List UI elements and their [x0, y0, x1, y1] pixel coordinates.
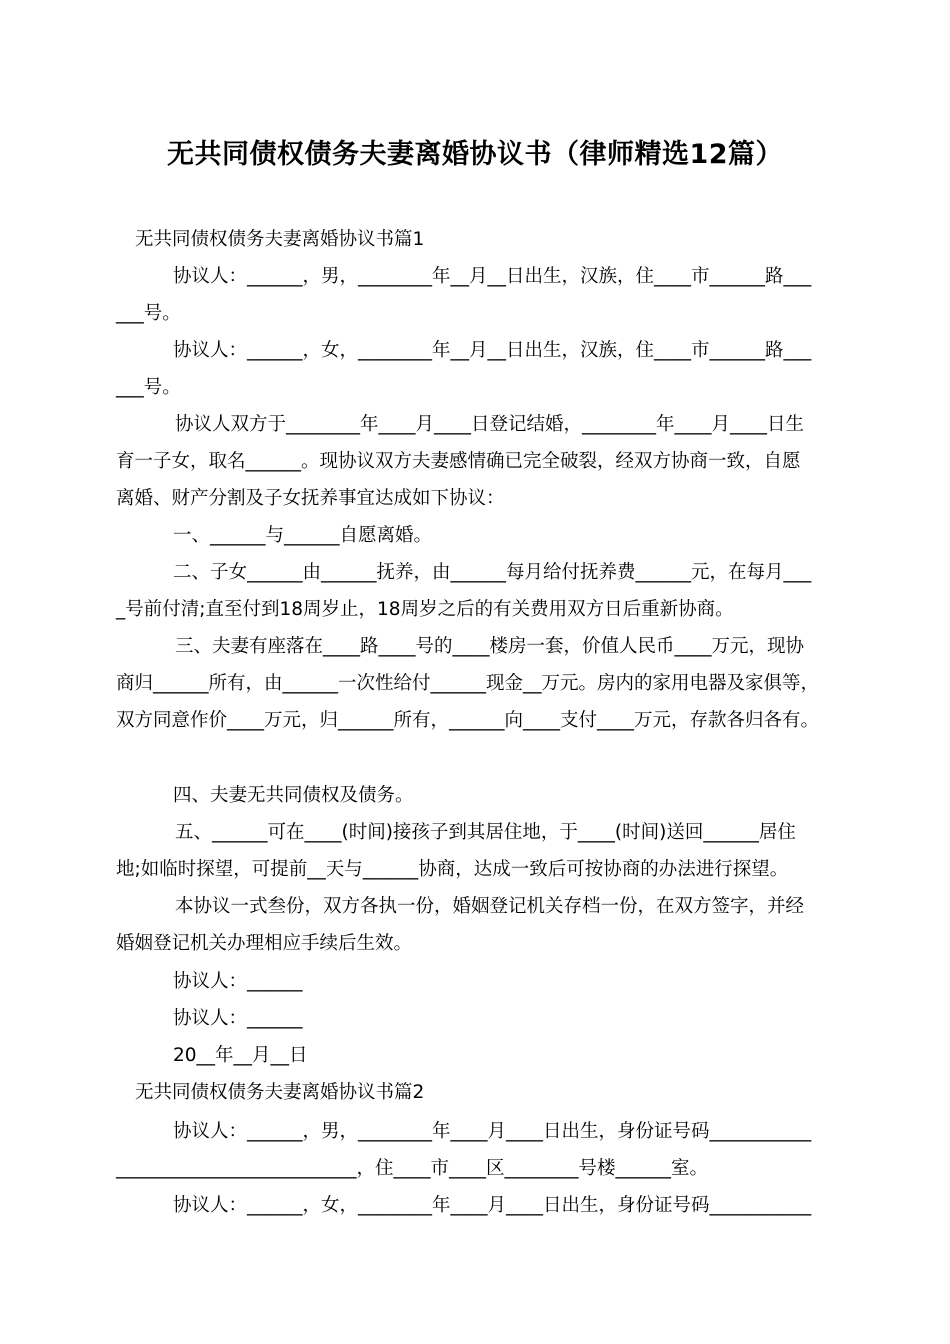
party-line-female: 协议人：______，女，________年__月__日出生，汉族，住____市______路___	[173, 340, 812, 361]
party-line-female: 协议人：______，女，________年____月____日出生，身份证号码___________	[173, 1195, 812, 1216]
party-line-male: 协议人：______，男，________年____月____日出生，身份证号码___________	[173, 1121, 812, 1142]
document-title: 无共同债权债务夫妻离婚协议书（律师精选12篇）	[166, 139, 784, 170]
party-line-male: 协议人：______，男，________年__月__日出生，汉族，住____市______路___	[173, 266, 812, 287]
party-line-female-cont: ___号。	[116, 377, 181, 398]
date-line: 20__年__月__日	[173, 1045, 308, 1066]
clause-5: 五、______可在____(时间)接孩子到其居住地，于____(时间)送回______居住	[175, 822, 796, 843]
party-line-male-cont: __________________________，住____市____区________号楼______室。	[116, 1158, 709, 1179]
clause-5-cont: 地;如临时探望，可提前__天与______协商，达成一致后可按协商的办法进行探望。	[116, 859, 789, 880]
signature-line: 协议人：______	[173, 1008, 303, 1029]
clause-1: 一、______与______自愿离婚。	[173, 525, 433, 546]
paragraph-line: 离婚、财产分割及子女抚养事宜达成如下协议：	[116, 488, 505, 509]
clause-4: 四、夫妻无共同债权及债务。	[173, 785, 414, 806]
closing-paragraph-cont: 婚姻登记机关办理相应手续后生效。	[116, 933, 413, 954]
clause-3: 三、夫妻有座落在____路____号的____楼房一套，价值人民币____万元，现协	[175, 636, 805, 657]
signature-line: 协议人：______	[173, 971, 303, 992]
paragraph-line: 育一子女，取名______。现协议双方夫妻感情确已完全破裂，经双方协商一致，自愿	[116, 451, 801, 472]
section-heading-2: 无共同债权债务夫妻离婚协议书篇2	[135, 1082, 425, 1103]
clause-3-cont: 双方同意作价____万元，归______所有，______向____支付____万元，存款各归各有。	[116, 710, 820, 731]
paragraph-line: 协议人双方于________年____月____日登记结婚，________年____月____日生	[175, 414, 805, 435]
closing-paragraph: 本协议一式叁份，双方各执一份，婚姻登记机关存档一份，在双方签字，并经	[175, 896, 805, 917]
clause-2: 二、子女______由______抚养，由______每月给付抚养费______元，在每月___	[173, 562, 812, 583]
clause-2-cont: _号前付清;直至付到18周岁止，18周岁之后的有关费用双方日后重新协商。	[116, 599, 734, 620]
section-heading-1: 无共同债权债务夫妻离婚协议书篇1	[135, 229, 425, 250]
clause-3-cont: 商归______所有，由______一次性给付______现金__万元。房内的家用电器及家俱等，	[116, 673, 820, 694]
party-line-male-cont: ___号。	[116, 303, 181, 324]
